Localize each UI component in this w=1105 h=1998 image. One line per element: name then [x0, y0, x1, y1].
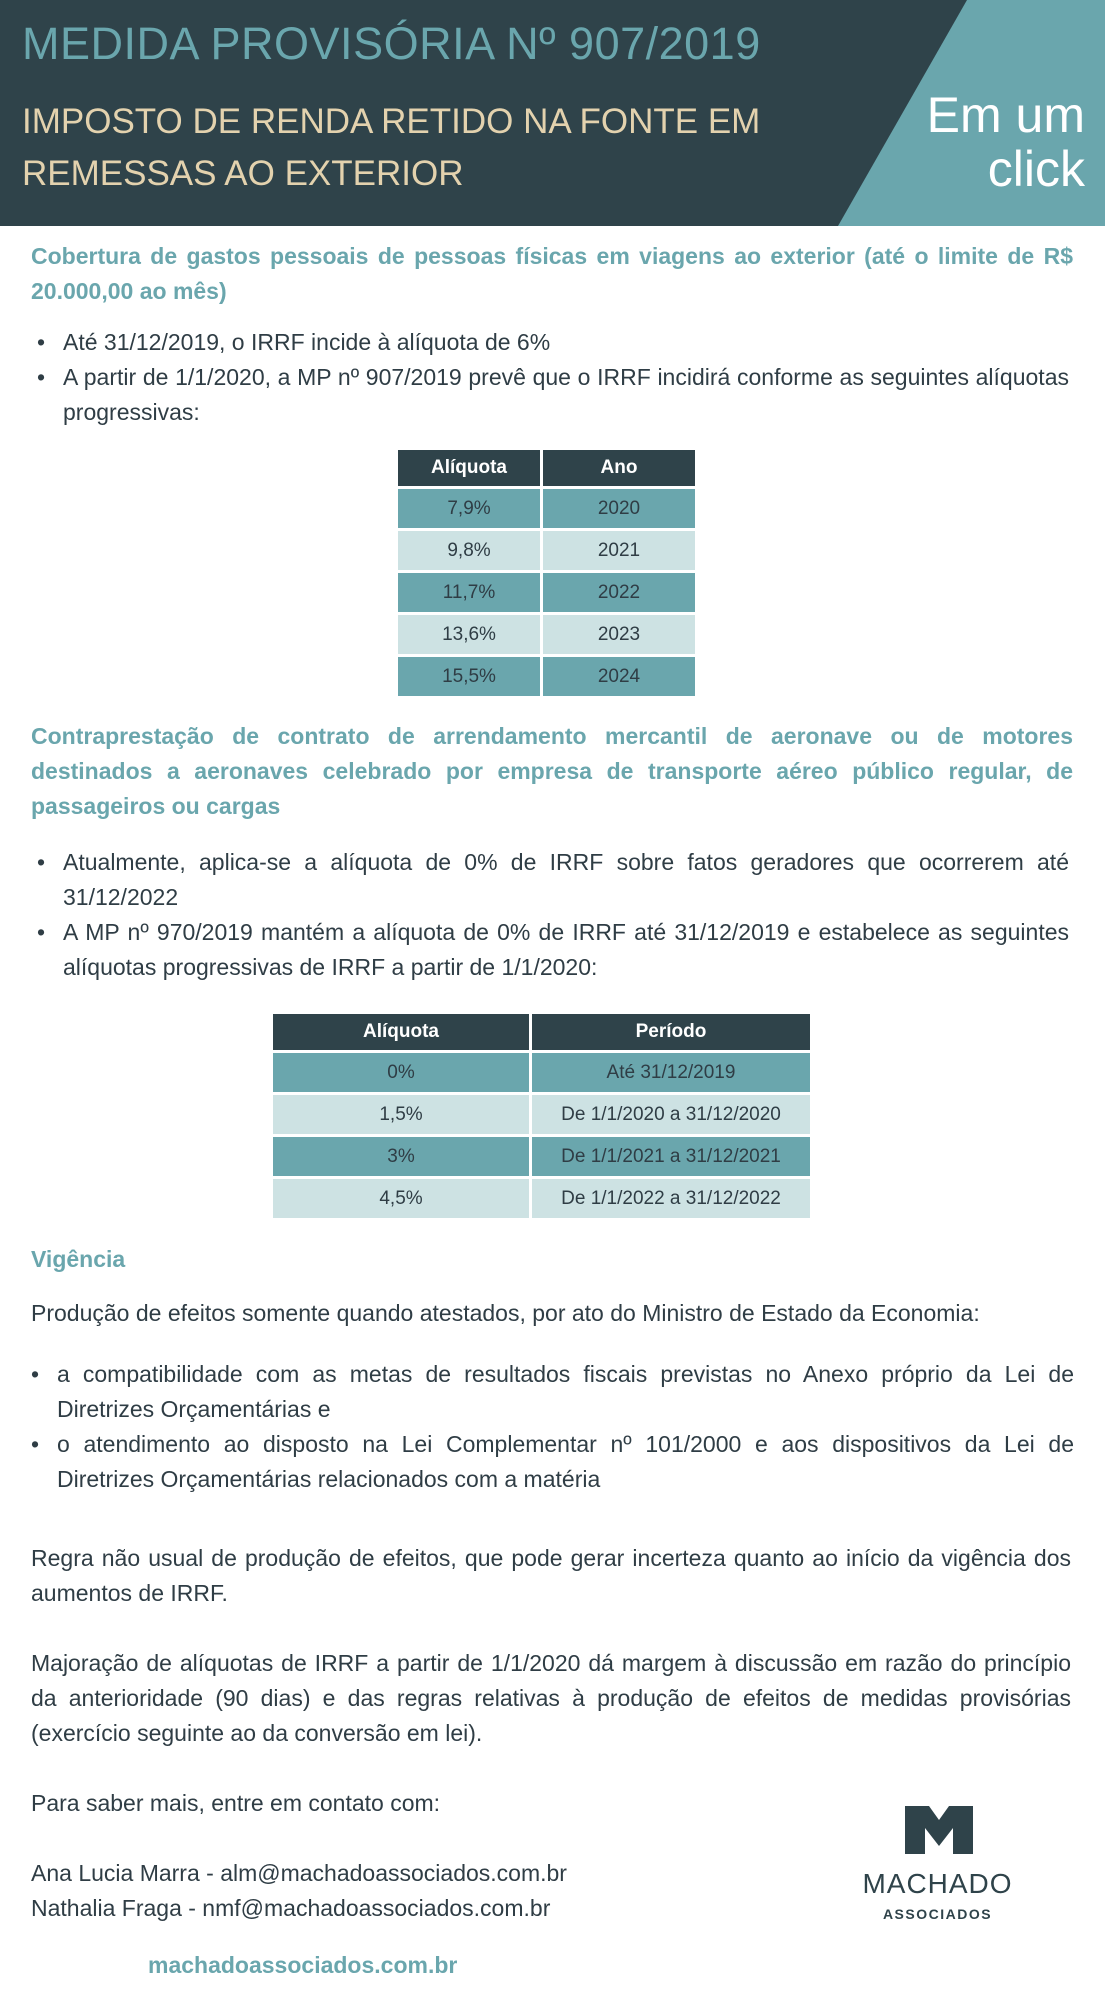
header-banner [0, 0, 1105, 226]
table-header-row [273, 1014, 810, 1050]
table-cell-ano: 2022 [543, 573, 695, 612]
table-row [273, 1095, 810, 1134]
list-item: • Até 31/12/2019, o IRRF incide à alíquota de 6% [31, 325, 1069, 360]
header-tagline-line1: Em um [926, 87, 1085, 143]
table-header-aliquota: Alíquota [273, 1014, 529, 1050]
table-row [398, 531, 695, 570]
section-title-arrendamento: Contraprestação de contrato de arrendamento mercantil de aeronave ou de motores destinados a aeronaves celebrado por empresa de transporte aéreo público regular, de passageiros ou cargas [31, 723, 1073, 819]
section1-bullet-list [31, 325, 1069, 430]
table-cell-aliquota: 13,6% [398, 615, 540, 654]
rates-table-arrendamento [270, 1011, 813, 1221]
vigencia-paragraph-2: Majoração de alíquotas de IRRF a partir de 1/1/2020 dá margem à discussão em razão do princípio da anterioridade (90 dias) e das regras relativas à produção de efeitos de medidas provisórias (exercício seguinte ao da conversão em lei). [31, 1650, 1071, 1746]
list-item: • o atendimento ao disposto na Lei Complementar nº 101/2000 e aos dispositivos da Lei de Diretrizes Orçamentárias relacionados com a matéria [25, 1427, 1074, 1497]
table-row [273, 1053, 810, 1092]
table-cell-aliquota: 1,5% [273, 1095, 529, 1134]
table-header-row [398, 450, 695, 486]
header-tagline-line2: click [987, 141, 1085, 197]
table-row [273, 1137, 810, 1176]
table-cell-aliquota: 7,9% [398, 489, 540, 528]
page-subtitle-line2: REMESSAS AO EXTERIOR [22, 154, 464, 193]
table-header-periodo: Período [532, 1014, 810, 1050]
table-header-ano: Ano [543, 450, 695, 486]
table-cell-aliquota: 9,8% [398, 531, 540, 570]
table-cell-aliquota: 4,5% [273, 1179, 529, 1218]
table-cell-ano: 2024 [543, 657, 695, 696]
section-title-viagens: Cobertura de gastos pessoais de pessoas físicas em viagens ao exterior (até o limite de R$ 20.000,00 ao mês) [31, 243, 1073, 304]
vigencia-intro: Produção de efeitos somente quando atestados, por ato do Ministro de Estado da Economia: [31, 1300, 980, 1326]
header-tagline [927, 88, 1085, 196]
table-cell-aliquota: 0% [273, 1053, 529, 1092]
table-cell-ano: 2023 [543, 615, 695, 654]
rates-table-viagens [395, 447, 698, 699]
table-cell-ano: 2021 [543, 531, 695, 570]
logo-subname: ASSOCIADOS [882, 1906, 993, 1922]
table-cell-periodo: De 1/1/2020 a 31/12/2020 [532, 1095, 810, 1134]
logo-name: MACHADO [862, 1868, 1013, 1899]
list-item: • a compatibilidade com as metas de resultados fiscais previstas no Anexo próprio da Lei de Diretrizes Orçamentárias e [25, 1357, 1074, 1427]
table-row [273, 1179, 810, 1218]
website-link[interactable]: machadoassociados.com.br [148, 1952, 458, 1978]
table-row [398, 615, 695, 654]
table-cell-aliquota: 3% [273, 1137, 529, 1176]
vigencia-paragraph-1: Regra não usual de produção de efeitos, que pode gerar incerteza quanto ao início da vigência dos aumentos de IRRF. [31, 1545, 1071, 1606]
table-cell-aliquota: 15,5% [398, 657, 540, 696]
table-cell-ano: 2020 [543, 489, 695, 528]
contact-nathalia[interactable]: Nathalia Fraga - nmf@machadoassociados.com.br [31, 1895, 551, 1921]
page-title: MEDIDA PROVISÓRIA Nº 907/2019 [22, 18, 761, 69]
table-row [398, 657, 695, 696]
list-item: • Atualmente, aplica-se a alíquota de 0% de IRRF sobre fatos geradores que ocorrerem até 31/12/2022 [31, 845, 1069, 915]
section3-bullet-list [25, 1357, 1074, 1497]
contact-ana-lucia[interactable]: Ana Lucia Marra - alm@machadoassociados.com.br [31, 1860, 567, 1886]
list-item: • A partir de 1/1/2020, a MP nº 907/2019 prevê que o IRRF incidirá conforme as seguintes alíquotas progressivas: [31, 360, 1069, 430]
table-cell-aliquota: 11,7% [398, 573, 540, 612]
table-row [398, 489, 695, 528]
page-subtitle-line1: IMPOSTO DE RENDA RETIDO NA FONTE EM [22, 102, 761, 141]
list-item: • A MP nº 970/2019 mantém a alíquota de 0% de IRRF até 31/12/2019 e estabelece as seguintes alíquotas progressivas de IRRF a partir de 1/1/2020: [31, 915, 1069, 985]
section-title-vigencia: Vigência [31, 1246, 126, 1272]
table-row [398, 573, 695, 612]
table-header-aliquota: Alíquota [398, 450, 540, 486]
contact-intro: Para saber mais, entre em contato com: [31, 1790, 441, 1816]
section2-bullet-list [31, 845, 1069, 985]
machado-associados-logo [855, 1806, 1020, 1926]
table-cell-periodo: Até 31/12/2019 [532, 1053, 810, 1092]
table-cell-periodo: De 1/1/2021 a 31/12/2021 [532, 1137, 810, 1176]
machado-m-logo-icon [905, 1806, 973, 1854]
page-subtitle [22, 96, 760, 200]
table-cell-periodo: De 1/1/2022 a 31/12/2022 [532, 1179, 810, 1218]
